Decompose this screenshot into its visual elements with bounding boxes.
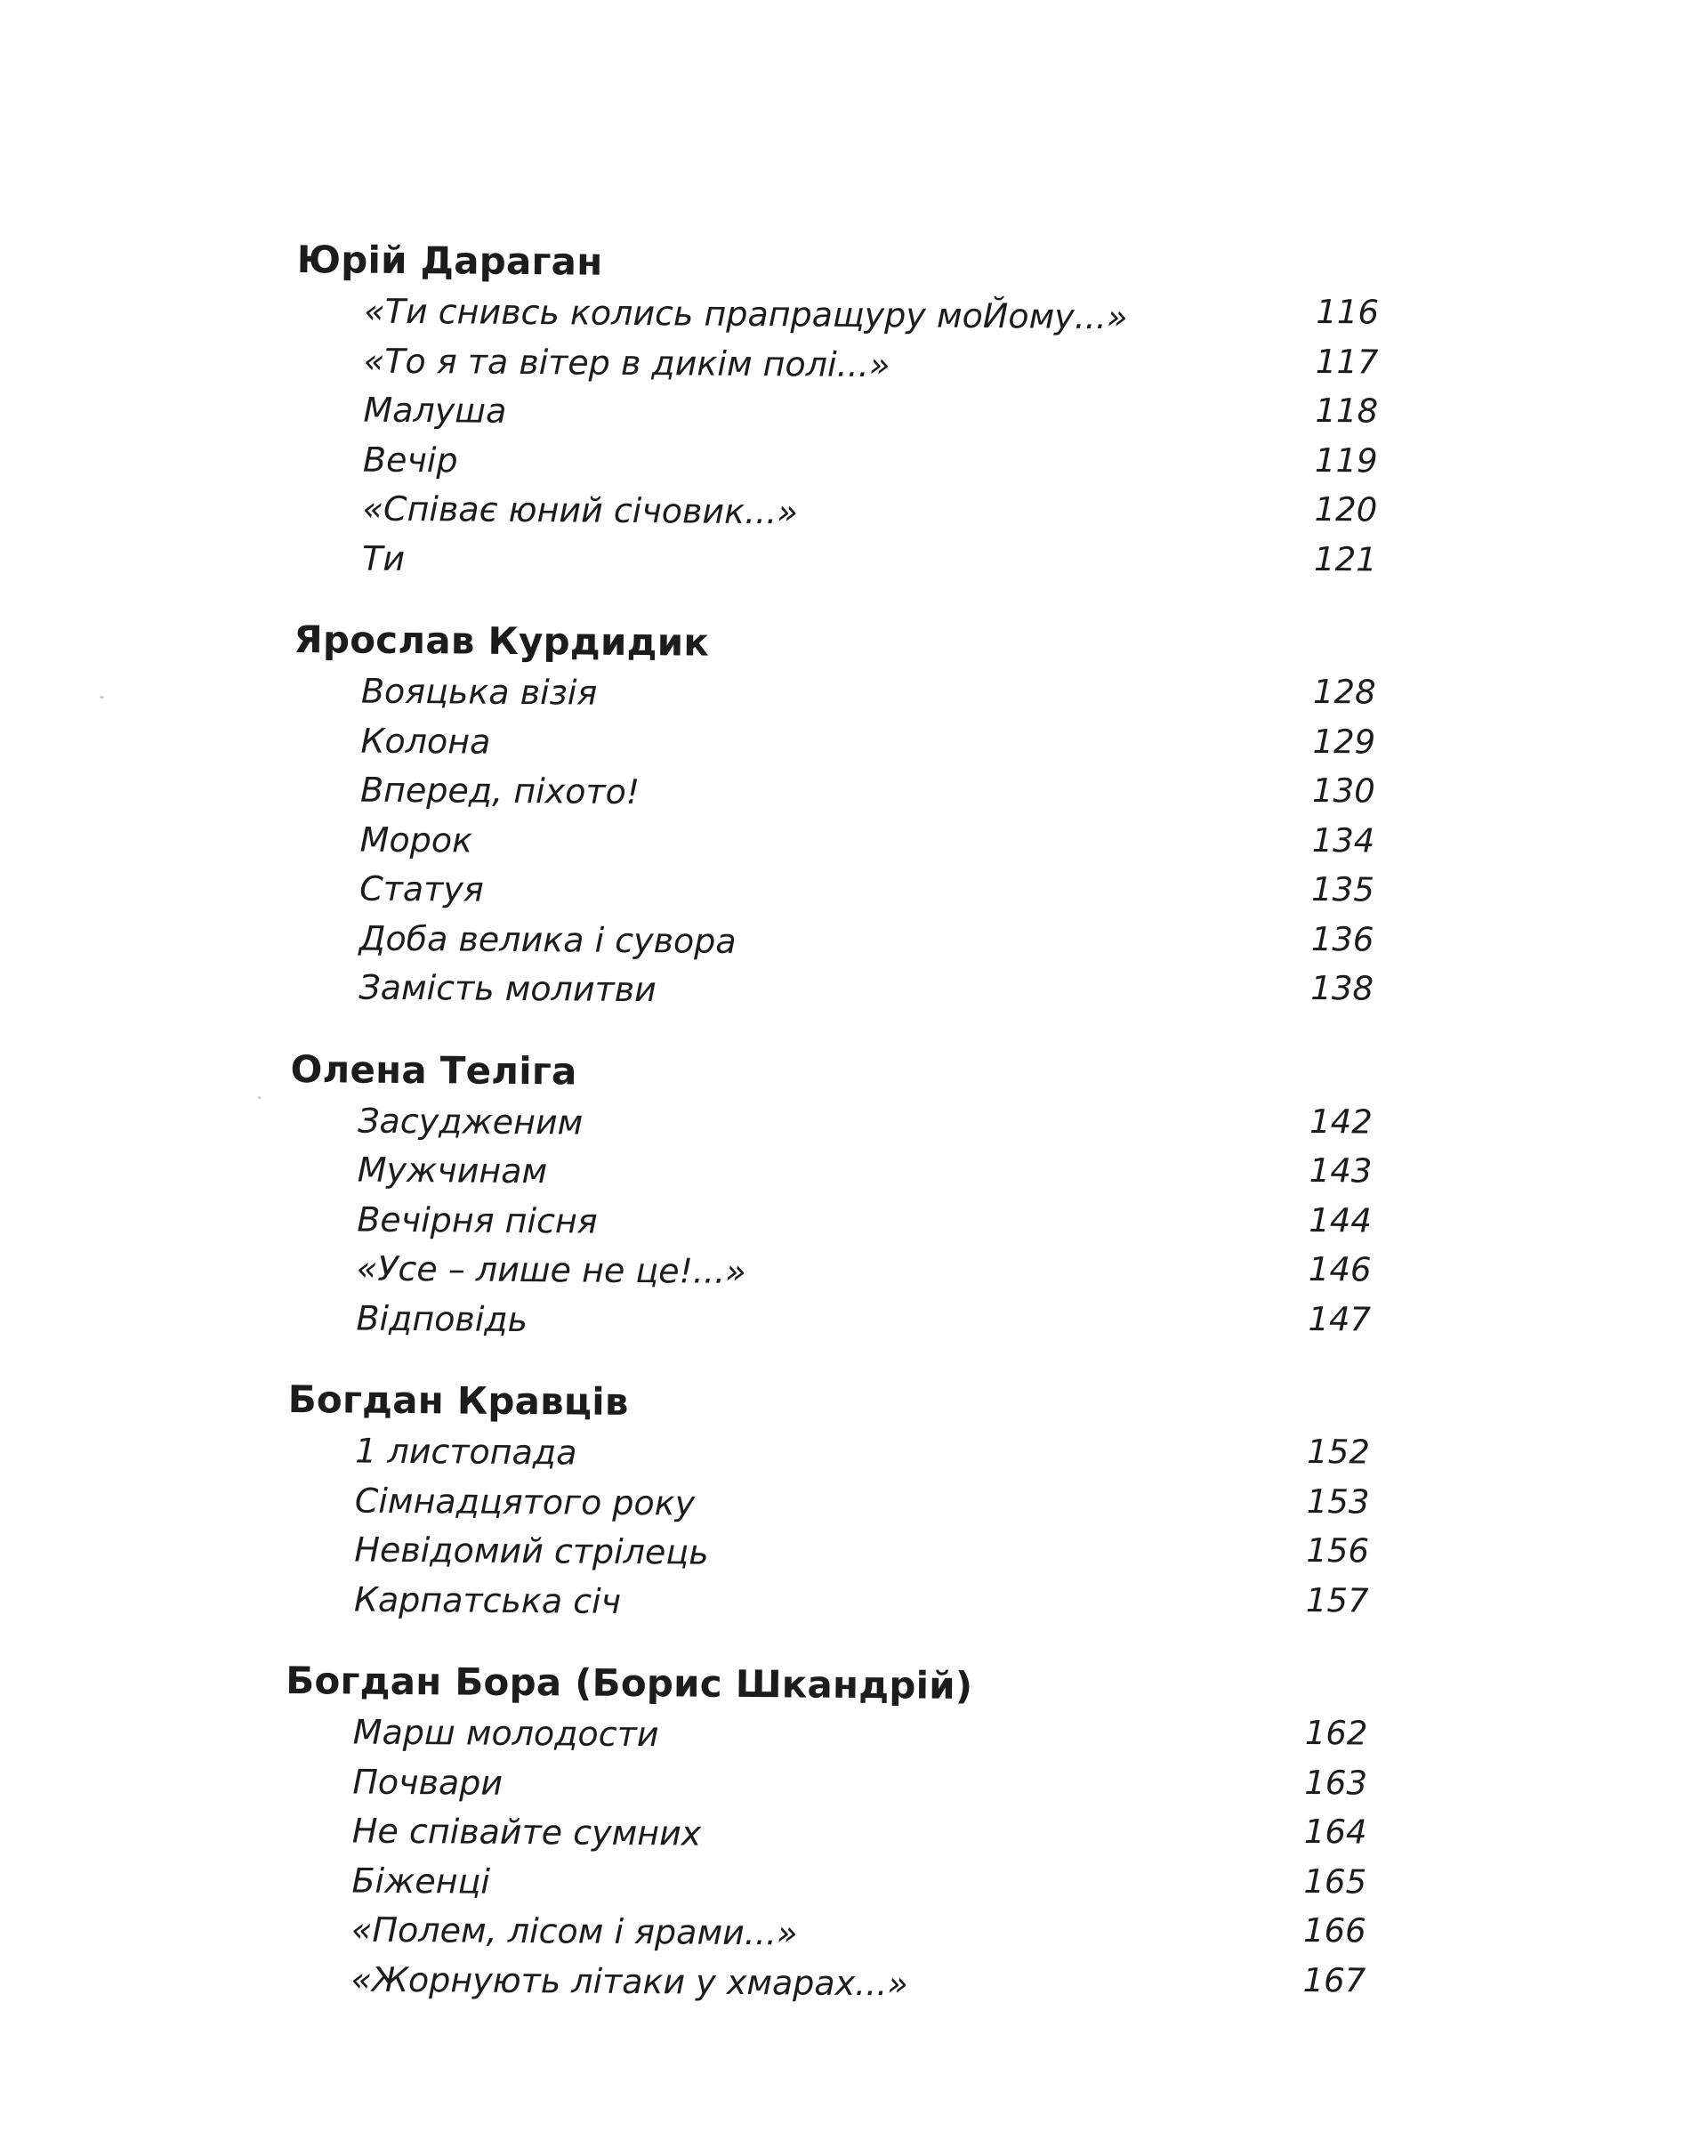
toc-entry xyxy=(295,434,1398,492)
page-number: 130 xyxy=(1311,771,1375,811)
poem-title: Не співайте сумних xyxy=(351,1811,702,1853)
page-number: 162 xyxy=(1304,1713,1368,1753)
page-number: 116 xyxy=(1316,292,1380,332)
page-number: 164 xyxy=(1303,1812,1367,1852)
page-number: 163 xyxy=(1304,1763,1368,1803)
poem-title: Марш молодости xyxy=(352,1712,659,1755)
page-number: 136 xyxy=(1310,919,1374,959)
poem-title: Колона xyxy=(360,721,491,762)
toc-entry xyxy=(287,1426,1390,1484)
poem-title: Сімнадцятого року xyxy=(354,1481,696,1523)
page-number: 147 xyxy=(1308,1299,1372,1339)
page-number: 134 xyxy=(1311,820,1375,860)
author-name: Богдан Бора (Борис Шкандрій) xyxy=(286,1658,973,1708)
poem-title: Замість молитви xyxy=(359,967,657,1010)
toc-entry xyxy=(285,1756,1388,1814)
toc-entry xyxy=(294,484,1398,542)
poem-title: 1 листопада xyxy=(355,1431,577,1473)
poem-title: Мужчинам xyxy=(357,1150,548,1191)
scan-speck xyxy=(258,1096,261,1099)
page-number: 121 xyxy=(1313,539,1377,579)
toc-entry xyxy=(290,1095,1393,1153)
toc-entry xyxy=(286,1708,1389,1765)
poem-title: Невідомий стрілець xyxy=(354,1530,709,1572)
poem-title: Вечірня пісня xyxy=(357,1199,598,1241)
toc-entry xyxy=(292,913,1395,971)
page-number: 119 xyxy=(1314,440,1378,480)
poem-title: Вперед, піхото! xyxy=(359,770,640,812)
page-number: 166 xyxy=(1302,1910,1366,1950)
poem-title: Морок xyxy=(359,820,473,860)
toc-entry xyxy=(295,385,1398,443)
toc-section xyxy=(291,613,1397,1021)
toc-section xyxy=(283,1654,1389,2013)
page-number: 128 xyxy=(1312,672,1376,712)
poem-list xyxy=(286,1426,1391,1633)
page-number: 152 xyxy=(1307,1432,1371,1472)
page-number: 143 xyxy=(1309,1151,1373,1191)
poem-title: «Ти снивсь колись прапращуру моЙому...» xyxy=(364,291,1128,337)
poem-title: Карпатська січ xyxy=(353,1579,622,1621)
toc-entry xyxy=(289,1194,1392,1252)
toc-section xyxy=(288,1042,1394,1351)
toc-section xyxy=(286,1373,1391,1633)
scan-speck xyxy=(100,696,104,698)
page-number: 144 xyxy=(1309,1200,1373,1240)
author-name: Юрій Дараган xyxy=(296,237,603,284)
toc-entry xyxy=(294,533,1398,591)
toc-entry xyxy=(283,1954,1386,2012)
page-number: 167 xyxy=(1302,1960,1366,1999)
toc-entry xyxy=(290,1145,1393,1203)
poem-title: «То я та вітер в дикім полі...» xyxy=(363,341,890,384)
poem-title: Вояцька візія xyxy=(360,671,598,713)
page-number: 153 xyxy=(1306,1482,1370,1522)
poem-title: Відповідь xyxy=(356,1298,528,1339)
poem-title: Засудженим xyxy=(357,1101,584,1143)
page-number: 142 xyxy=(1309,1102,1373,1142)
toc-entry xyxy=(287,1475,1390,1533)
toc-entry xyxy=(286,1574,1390,1632)
toc-entry xyxy=(294,666,1397,724)
toc-entry xyxy=(293,765,1396,823)
poem-title: Малуша xyxy=(363,390,507,431)
poem-title: Вечір xyxy=(362,440,458,480)
toc-entry xyxy=(286,1525,1390,1583)
author-name: Олена Теліга xyxy=(290,1046,577,1093)
toc-entry xyxy=(289,1244,1392,1302)
toc-entry xyxy=(296,287,1399,344)
page-number: 156 xyxy=(1306,1530,1370,1571)
poem-title: Почвари xyxy=(352,1762,504,1803)
author-name: Ярослав Курдидик xyxy=(294,617,710,665)
poem-title: Біженці xyxy=(351,1861,491,1902)
page-number: 138 xyxy=(1310,968,1374,1008)
toc-entry xyxy=(292,864,1395,922)
toc-entry xyxy=(292,814,1395,872)
page-number: 120 xyxy=(1314,489,1378,529)
table-of-contents xyxy=(283,233,1400,2043)
author-name: Богдан Кравців xyxy=(287,1377,629,1424)
poem-title: Статуя xyxy=(359,868,484,909)
page-number: 118 xyxy=(1315,391,1379,431)
page-number: 157 xyxy=(1305,1580,1369,1620)
poem-title: «Усе – лише не це!...» xyxy=(356,1248,746,1291)
page-number: 129 xyxy=(1312,722,1376,762)
toc-entry xyxy=(291,963,1394,1021)
toc-entry xyxy=(288,1293,1391,1351)
poem-title: «Полем, лісом і ярами...» xyxy=(350,1910,798,1953)
page-number: 146 xyxy=(1308,1249,1372,1289)
page-number: 165 xyxy=(1303,1861,1367,1901)
page-number: 135 xyxy=(1311,869,1375,909)
poem-title: Доба велика і сувора xyxy=(359,918,737,961)
page-number: 117 xyxy=(1315,342,1379,382)
poem-title: Ти xyxy=(361,538,406,578)
toc-entry xyxy=(285,1806,1388,1864)
toc-entry xyxy=(296,335,1399,393)
toc-entry xyxy=(284,1905,1387,1963)
toc-entry xyxy=(293,715,1396,773)
poem-list xyxy=(288,1095,1393,1351)
poem-list xyxy=(283,1708,1389,2013)
poem-title: «Співає юний січовик...» xyxy=(362,489,798,532)
poem-list xyxy=(291,666,1397,1021)
toc-entry xyxy=(284,1855,1387,1913)
poem-list xyxy=(294,287,1400,592)
poem-title: «Жорнують літаки у хмарах...» xyxy=(350,1959,909,2003)
toc-section xyxy=(294,233,1400,592)
